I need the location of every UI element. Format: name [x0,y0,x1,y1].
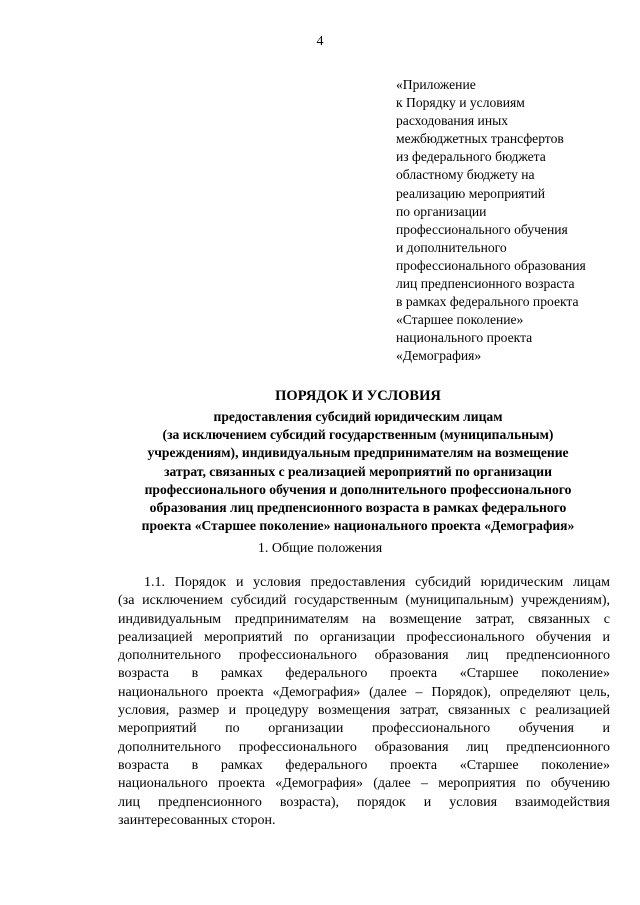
subtitle-line: образования лиц предпенсионного возраста в рамках федерального [149,500,567,516]
paragraph-line: мероприятий по организации профессионального обучения и [118,721,610,737]
appendix-line: межбюджетных трансфертов [396,131,564,147]
appendix-line: «Приложение [396,77,476,92]
paragraph-line: индивидуальным предпринимателям на возмещение затрат, связанных с [118,611,610,627]
appendix-line: областному бюджету на [396,167,535,183]
appendix-line: по организации [396,203,487,219]
appendix-line: из федерального бюджета [396,149,546,165]
paragraph-line: дополнительного профессионального образования лиц предпенсионного [118,648,610,664]
subtitle-line: (за исключением субсидий государственным (муниципальным) [162,427,554,443]
document-title: ПОРЯДОК И УСЛОВИЯ [275,388,441,404]
document-title-block [96,386,620,535]
appendix-line: реализацию мероприятий [396,185,546,201]
paragraph-line: 1.1. Порядок и условия предоставления субсидий юридическим лицам [144,575,610,590]
appendix-header [396,76,628,366]
appendix-line: профессионального обучения [396,221,568,237]
appendix-line: «Старшее поколение» [396,312,524,328]
page-number: 4 [316,34,324,49]
section-heading: 1. Общие положения [257,541,383,556]
appendix-line: к Порядку и условиям [396,95,525,111]
paragraph-line: возраста в рамках федерального проекта «Старшее поколение» [118,757,610,773]
paragraph-line: национального проекта «Демография» (далее – мероприятия по обучению [118,776,610,792]
subtitle-line: затрат, связанных с реализацией мероприятий по организации [164,463,552,479]
subtitle-line: учреждениям), индивидуальным предпринимателям на возмещение [147,445,569,461]
subtitle-line: профессионального обучения и дополнительного профессионального [144,481,572,497]
appendix-line: расходования иных [396,113,509,129]
appendix-line: в рамках федерального проекта [396,294,579,310]
appendix-line: национального проекта [396,330,533,346]
appendix-line: лиц предпенсионного возраста [396,276,575,292]
paragraph-line: заинтересованных сторон. [118,812,276,828]
appendix-line: «Демография» [396,348,482,364]
appendix-line: профессионального образования [396,257,586,273]
appendix-line: и дополнительного [396,239,507,255]
subtitle-line: предоставления субсидий юридическим лицам [213,409,503,424]
paragraph-line: национального проекта «Демография» (далее – Порядок), определяют цель, [118,684,610,700]
paragraph-line: реализацией мероприятий по организации профессионального обучения и [118,629,610,645]
paragraph-line: дополнительного профессионального образования лиц предпенсионного [118,739,610,755]
subtitle-line: проекта «Старшее поколение» национального проекта «Демография» [141,518,575,534]
paragraph-line: лиц предпенсионного возраста), порядок и условия взаимодействия [118,794,610,810]
paragraph-line: (за исключением субсидий государственным (муниципальным) учреждениям), [118,593,610,609]
paragraph-line: возраста в рамках федерального проекта «Старшее поколение» [118,666,610,682]
paragraph-1-1 [118,574,610,830]
paragraph-line: условия, размер и процедуру возмещения затрат, связанных с реализацией [118,703,610,719]
document-subtitle [96,408,620,535]
